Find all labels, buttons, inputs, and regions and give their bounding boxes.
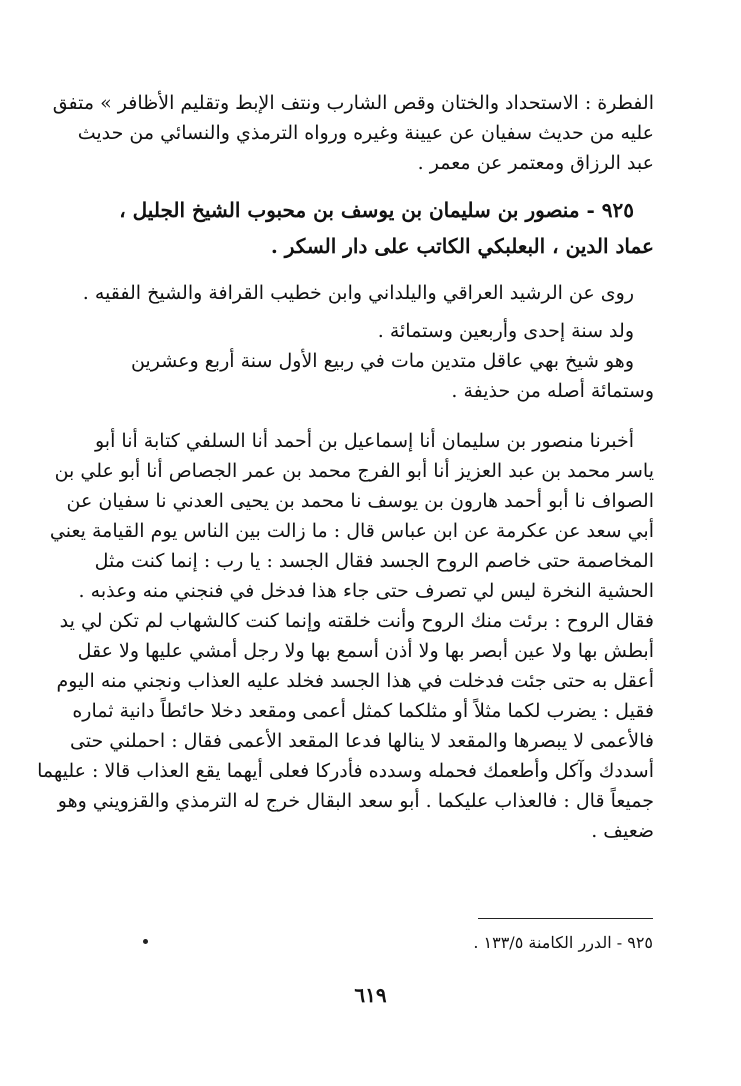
text-line: المخاصمة حتى خاصم الروح الجسد فقال الجسد : يا رب : إنما كنت مثل	[94, 550, 654, 572]
heading-line: عماد الدين ، البعلبكي الكاتب على دار السكر .	[270, 234, 654, 258]
text-line: ولد سنة إحدى وأربعين وستمائة .	[377, 320, 634, 342]
main-text	[37, 88, 654, 846]
text-line: روى عن الرشيد العراقي واليلداني وابن خطيب القرافة والشيخ الفقيه .	[82, 282, 634, 304]
page-number: ٦١٩	[354, 983, 387, 1007]
text-line: أبي سعد عن عكرمة عن ابن عباس قال : ما زالت بين الناس يوم القيامة يعني	[49, 520, 654, 542]
text-line: عبد الرزاق ومعتمر عن معمر .	[417, 152, 654, 174]
paragraph-birth	[100, 316, 654, 346]
footnote-divider	[478, 918, 653, 919]
text-line: الفطرة : الاستحداد والختان وقص الشارب ونتف الإبط وتقليم الأظافر » متفق	[52, 92, 654, 114]
text-line: أخبرنا منصور بن سليمان أنا إسماعيل بن أحمد أنا السلفي كتابة أنا أبو	[94, 430, 634, 452]
text-line: فالأعمى لا يبصرها والمقعد لا ينالها فدعا المقعد الأعمى فقال : احملني حتى	[69, 730, 654, 752]
text-line: وستمائة أصله من حذيفة .	[451, 380, 654, 402]
text-line: عليه من حديث سفيان عن عيينة وغيره ورواه الترمذي والنسائي من حديث	[77, 122, 654, 144]
paragraph-death	[100, 346, 654, 406]
text-line: الصواف نا أبو أحمد هارون بن يوسف نا محمد بن يحيى العدني نا سفيان عن	[66, 490, 654, 512]
heading-line: ٩٢٥ - منصور بن سليمان بن يوسف بن محبوب الشيخ الجليل ،	[119, 198, 634, 222]
paragraph-isnad-hadith	[37, 426, 654, 846]
text-line: ضعيف .	[591, 820, 654, 842]
text-line: فقال الروح : برئت منك الروح وأنت خلقته وإنما كنت كالشهاب لم تكن لي يد	[59, 610, 654, 632]
text-line: أسددك وآكل وأطعمك فحمله وسدده فأدركا فعلى أيهما يقع العذاب قالا : عليهما	[37, 760, 654, 782]
text-line: ياسر محمد بن عبد العزيز أنا أبو الفرج محمد بن عمر الجصاص أنا أبو علي بن	[54, 460, 654, 482]
paragraph-hadith-end	[52, 88, 654, 178]
entry-heading	[100, 192, 654, 264]
text-line: جميعاً قال : فالعذاب عليكما . أبو سعد البقال خرج له الترمذي والقزويني وهو	[57, 790, 654, 812]
text-line: وهو شيخ بهي عاقل متدين مات في ربيع الأول سنة أربع وعشرين	[130, 350, 634, 372]
footnote: ٩٢٥ - الدرر الكامنة ١٣٣/٥ .	[473, 933, 653, 952]
paragraph-narration	[82, 278, 654, 308]
text-line: أعقل به حتى جئت فدخلت في هذا الجسد فخلد عليه العذاب ونجني منه اليوم	[56, 670, 654, 692]
text-line: الحشية النخرة ليس لي تصرف حتى جاء هذا فدخل في فنجني منه وعذبه .	[78, 580, 654, 602]
ink-dot	[143, 939, 148, 944]
text-line: فقيل : يضرب لكما مثلاً أو مثلكما كمثل أعمى ومقعد دخلا حائطاً دانية ثماره	[72, 700, 654, 722]
text-line: أبطش بها ولا عين أبصر بها ولا أذن أسمع بها ولا رجل أمشي عليها ولا عقل	[77, 640, 654, 662]
